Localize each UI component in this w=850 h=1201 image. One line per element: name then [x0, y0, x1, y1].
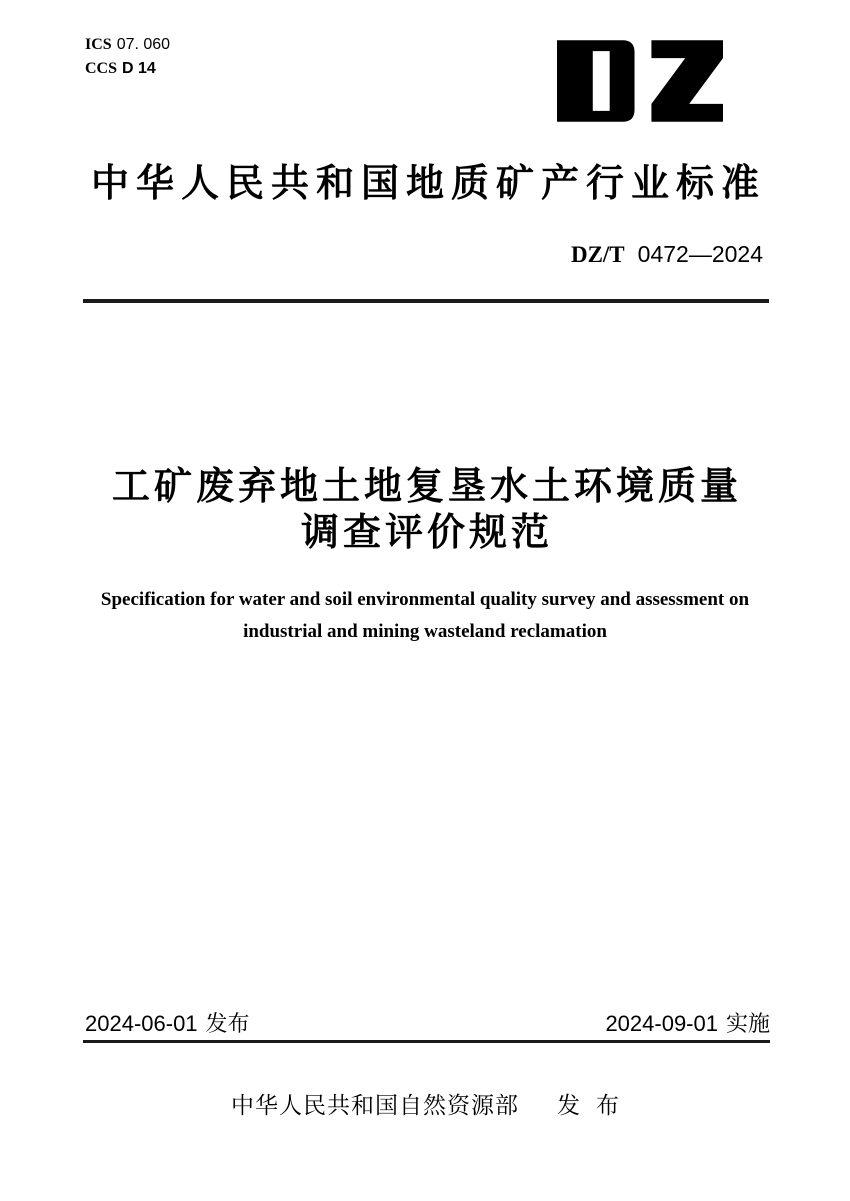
implementation-label: 实施 [725, 1011, 770, 1036]
standard-number [571, 241, 763, 268]
top-divider [83, 299, 769, 303]
document-title-en [0, 584, 850, 648]
publish-label: 发布 [557, 1092, 635, 1118]
implementation-date: 2024-09-01 [605, 1011, 718, 1036]
dz-logo [557, 40, 723, 122]
ics-value: 07. 060 [116, 36, 171, 53]
document-title-cn-line1: 工矿废弃地土地复垦水土环境质量 [111, 466, 742, 508]
letter-d-shape [557, 40, 635, 122]
issue-label: 发布 [205, 1011, 250, 1036]
ics-label: ICS [85, 36, 112, 53]
document-title-en-line1: Specification for water and soil environmental quality survey and assessment on [100, 589, 750, 610]
bottom-divider [83, 1040, 770, 1043]
ccs-value: D 14 [122, 60, 156, 77]
issue-date-group [85, 1011, 250, 1037]
ccs-code [85, 60, 156, 78]
dz-logo-glyphs [557, 40, 723, 122]
standard-number-value: 0472—2024 [637, 241, 763, 267]
document-title-cn [0, 464, 850, 556]
document-title-cn-line2: 调查评价规范 [300, 512, 553, 554]
standard-category-title: 中华人民共和国地质矿产行业标准 [90, 163, 766, 205]
issue-date: 2024-06-01 [85, 1011, 198, 1036]
letter-z-shape [651, 40, 723, 122]
standard-number-prefix: DZ/T [570, 242, 625, 267]
implementation-date-group [605, 1011, 770, 1037]
ccs-label: CCS [85, 60, 118, 77]
date-row [85, 1011, 770, 1037]
publisher-line [0, 1091, 850, 1119]
ics-code [85, 36, 170, 54]
publisher-name: 中华人民共和国自然资源部 [231, 1092, 519, 1118]
document-title-en-line2: industrial and mining wasteland reclamation [243, 621, 607, 642]
